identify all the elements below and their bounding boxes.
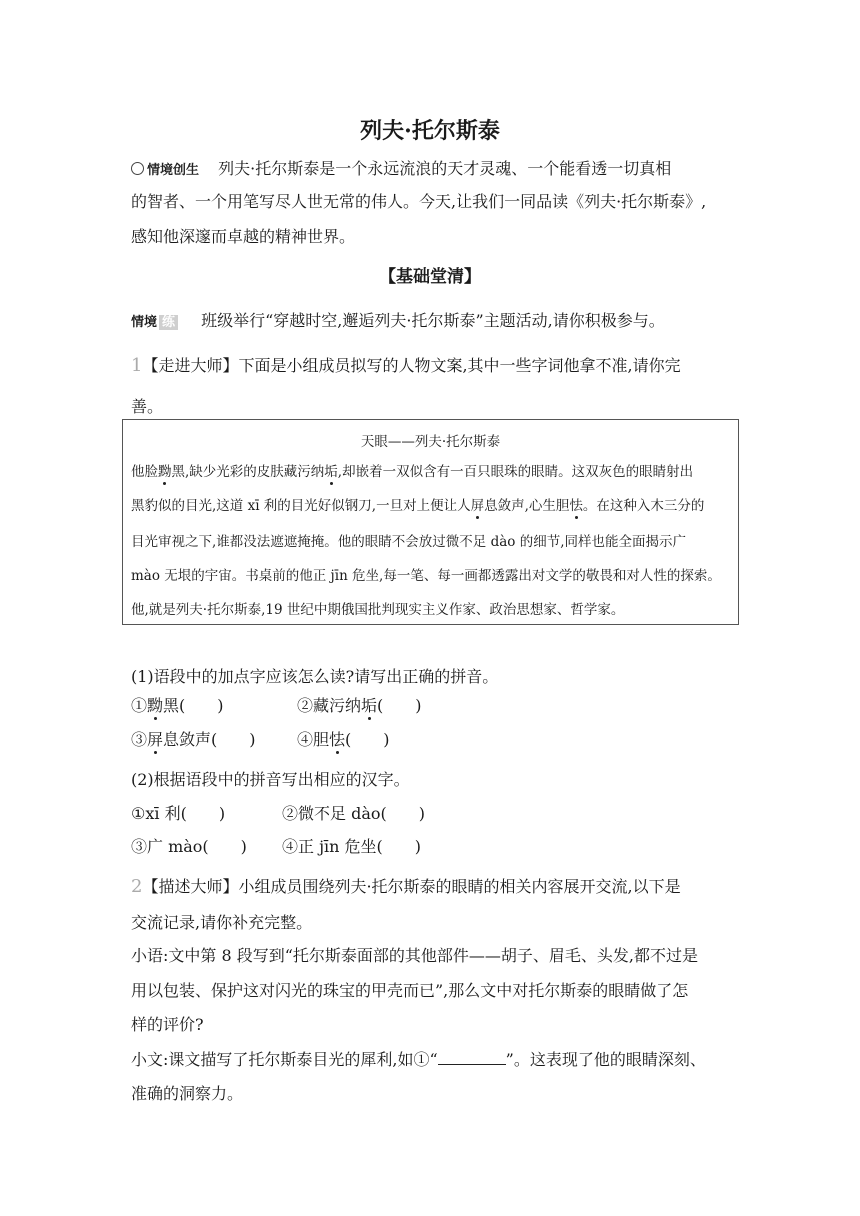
question-2-line-3: 小语:文中第 8 段写到“托尔斯泰面部的其他部件——胡子、眉毛、头发,都不过是	[131, 946, 699, 965]
section-heading: 【基础堂清】	[379, 267, 481, 287]
question-2-line-2: 交流记录,请你补充完整。	[131, 913, 313, 932]
intro-line-2: 的智者、一个用笔写尽人世无常的伟人。今天,让我们一同品读《列夫·托尔斯泰》,	[131, 192, 707, 211]
subquestion-2-prompt: (2)根据语段中的拼音写出相应的汉字。	[131, 770, 410, 789]
subquestion-2-item-4: ④正 jīn 危坐( )	[282, 837, 422, 856]
question-2-line-6: 小文:课文描写了托尔斯泰目光的犀利,如①“ ”。这表现了他的眼睛深刻、	[131, 1050, 706, 1069]
question-1-line-2: 善。	[131, 397, 164, 416]
subquestion-1-prompt: (1)语段中的加点字应该怎么读?请写出正确的拼音。	[131, 667, 499, 686]
question-2-line-1: 2【描述大师】小组成员围绕列夫·托尔斯泰的眼睛的相关内容展开交流,以下是	[131, 876, 681, 897]
question-2-line-5: 样的评价?	[131, 1015, 204, 1034]
question-2-line-4: 用以包装、保护这对闪光的珠宝的甲壳而已”,那么文中对托尔斯泰的眼睛做了怎	[131, 981, 689, 1000]
answer-blank[interactable]	[438, 1050, 506, 1065]
intro-line-1	[131, 156, 671, 179]
subquestion-1-item-2: ②藏污纳垢( )	[297, 696, 422, 715]
lightbulb-icon	[131, 162, 144, 175]
question-2-number: 2	[131, 876, 143, 897]
subquestion-1-item-1: ①黝黑( )	[131, 696, 224, 715]
passage-box	[122, 419, 739, 625]
question-2-line-7: 准确的洞察力。	[131, 1084, 244, 1103]
passage-line-3: 目光审视之下,谁都没法遮遮掩掩。他的眼睛不会放过微不足 dào 的细节,同样也能全面揭示广	[131, 534, 686, 550]
scenario-text: 班级举行“穿越时空,邂逅列夫·托尔斯泰”主题活动,请你积极参与。	[201, 311, 665, 330]
intro-text-1: 列夫·托尔斯泰是一个永远流浪的天才灵魂、一个能看透一切真相	[218, 159, 672, 178]
scenario-tag: 情境 练	[131, 311, 178, 330]
intro-tag: 情境创生	[131, 159, 199, 178]
intro-line-3: 感知他深邃而卓越的精神世界。	[131, 227, 356, 246]
passage-line-4: mào 无垠的宇宙。书桌前的他正 jīn 危坐,每一笔、每一画都透露出对文学的敬畏和对人性的探索。	[131, 568, 721, 584]
question-1-line-1: 1【走进大师】下面是小组成员拟写的人物文案,其中一些字词他拿不准,请你完	[131, 355, 681, 376]
question-1-number: 1	[131, 355, 143, 376]
subquestion-1-item-4: ④胆怯( )	[297, 730, 390, 749]
page-title: 列夫·托尔斯泰	[360, 118, 500, 144]
subquestion-1-item-3: ③屏息敛声( )	[131, 730, 256, 749]
passage-line-1: 他脸黝黑,缺少光彩的皮肤藏污纳垢,却嵌着一双似含有一百只眼珠的眼睛。这双灰色的眼睛射出	[131, 464, 694, 480]
scenario-line	[131, 308, 665, 331]
subquestion-2-item-1: ①xī 利( )	[131, 804, 226, 823]
subquestion-2-item-3: ③广 mào( )	[131, 837, 247, 856]
passage-line-2: 黑豹似的目光,这道 xī 利的目光好似钢刀,一旦对上便让人屏息敛声,心生胆怯。在这种入木三分的	[131, 498, 705, 514]
passage-line-5: 他,就是列夫·托尔斯泰,19 世纪中期俄国批判现实主义作家、政治思想家、哲学家。	[131, 602, 625, 618]
passage-title: 天眼——列夫·托尔斯泰	[360, 434, 501, 450]
subquestion-2-item-2: ②微不足 dào( )	[282, 804, 425, 823]
